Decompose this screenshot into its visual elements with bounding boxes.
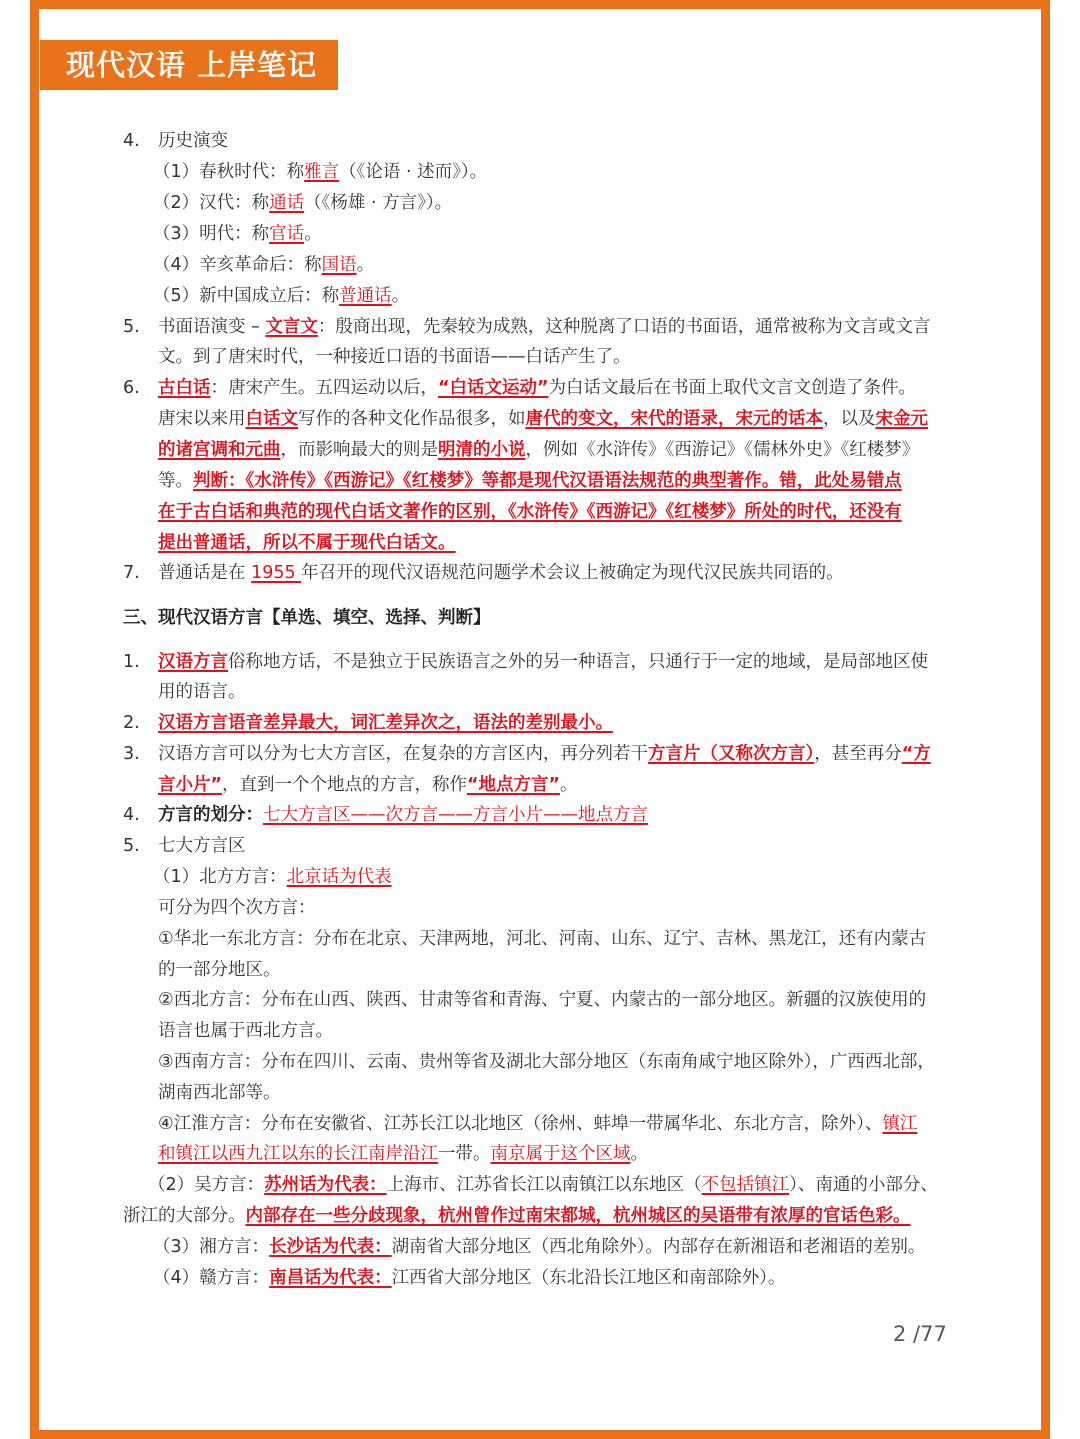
- list-item-text: 唐宋以来用白话文写作的各种文化作品很多，如唐代的变文，宋代的语录，宋元的话本，以及宋金元: [158, 409, 928, 429]
- sub-item-text: ③西南方言：分布在四川、云南、贵州等省及湖北大部分地区（东南角咸宁地区除外），广西西北部，: [158, 1052, 935, 1072]
- list-item-text: 汉语方言俗称地方话，不是独立于民族语言之外的另一种语言，只通行于一定的地域，是局部地区使: [158, 652, 928, 672]
- sub-item: （3）湘方言：长沙话为代表：湖南省大部分地区（西北角除外）。内部存在新湘语和老湘语的差别。: [153, 1237, 926, 1257]
- list-item: （1）春秋时代：称雅言（《论语 · 述而》）。: [153, 162, 488, 182]
- list-item: （5）新中国成立后：称普通话。: [153, 286, 410, 306]
- list-item-text: 七大方言区: [158, 836, 246, 856]
- list-item-text: 汉语方言可以分为七大方言区，在复杂的方言区内，再分列若干方言片（又称次方言），甚至再分“方: [158, 744, 931, 764]
- list-item-text: 用的语言。: [158, 682, 246, 702]
- list-item: （3）明代：称官话。: [153, 224, 322, 244]
- list-item-text: 提出普通话，所以不属于现代白话文。: [158, 533, 456, 553]
- sub-item-text: 和镇江以西九江以东的长江南岸沿江一带。南京属于这个区域。: [158, 1144, 648, 1164]
- page-number: 2 /77: [893, 1322, 947, 1346]
- section-heading: 三、现代汉语方言【单选、填空、选择、判断】: [123, 608, 491, 628]
- list-item-text: 等。判断：《水浒传》《西游记》《红楼梦》等都是现代汉语语法规范的典型著作。错，此处易错点: [158, 471, 902, 491]
- list-item-text: 古白话：唐宋产生。五四运动以后，“白话文运动”为白话文最后在书面上取代文言文创造了条件。: [158, 378, 917, 398]
- sub-item-text: 湖南西北部等。: [158, 1083, 281, 1103]
- sub-item: （1）北方方言：北京话为代表: [153, 867, 392, 887]
- list-item-text: 书面语演变 – 文言文：殷商出现，先秦较为成熟，这种脱离了口语的书面语，通常被称为文言或文言: [158, 317, 931, 337]
- header-title: 现代汉语 上岸笔记: [40, 40, 338, 90]
- sub-item-text: ②西北方言：分布在山西、陕西、甘肃等省和青海、宁夏、内蒙古的一部分地区。新疆的汉族使用的: [158, 990, 927, 1010]
- sub-item-text: 语言也属于西北方言。: [158, 1021, 333, 1041]
- list-item-text: 汉语方言语音差异最大，词汇差异次之，语法的差别最小。: [158, 713, 613, 733]
- sub-item: （2）吴方言：苏州话为代表：上海市、江苏省长江以南镇江以东地区（不包括镇江）、南通的小部分、: [148, 1175, 938, 1195]
- list-item-text: 历史演变: [158, 131, 228, 151]
- list-item-text: 的诸宫调和元曲，而影响最大的则是明清的小说，例如《水浒传》《西游记》《儒林外史》《红楼梦》: [158, 440, 920, 460]
- list-item-text: 普通话是在 1955 年召开的现代汉语规范问题学术会议上被确定为现代汉民族共同语的。: [158, 563, 844, 583]
- sub-item-text: ④江淮方言：分布在安徽省、江苏长江以北地区（徐州、蚌埠一带属华北、东北方言，除外）、镇江: [158, 1114, 918, 1134]
- sub-item-text: ①华北一东北方言：分布在北京、天津两地，河北、河南、山东、辽宁、吉林、黑龙江，还有内蒙古: [158, 929, 927, 949]
- notes-body: 4. 历史演变 （1）春秋时代：称雅言（《论语 · 述而》）。 （2）汉代：称通话（《杨雄 · 方言》）。 （3）明代：称官话。 （4）辛亥革命后：称国语。 （5）新中国成立后：称普通话。 5. 书面语演变 – 文言文：殷商出现，先秦较为成熟，这种脱离了口语的书面语，通常被称为文言或文言 文。到了唐宋时代，一种接近口语的书面语——白话产生了。 6. 古白话：唐宋产生。五四运动以后，“白话文运动”为白话文最后在书面上取代文言文创造了条件。 唐宋以来用白话文写作的各种文化作品很多，如唐代的变文，宋代的语录，宋元的话本，以及宋金元 的诸宫调和元曲，而影响最大的则是明清的小说，例如《水浒传》《西游记》《儒林外史》《红楼梦》 等。判断：《水浒传》《西游记》《红楼梦》等都是现代汉语语法规范的典型著作。错，此处易错点 在于古白话和典范的现代白话文著作的区别，《水浒传》《西游记》《红楼梦》所处的时代，还没有 提出普通话，所以不属于现代白话文。 7. 普通话是在 1955 年召开的现代汉语规范问题学术会议上被确定为现代汉民族共同语的。 三、现代汉语方言【单选、填空、选择、判断】 1. 汉语方言俗称地方话，不是独立于民族语言之外的另一种语言，只通行于一定的地域，是局部地区使 用的语言。 2. 汉语方言语音差异最大，词汇差异次之，语法的差别最小。 3. 汉语方言可以分为七大方言区，在复杂的方言区内，再分列若干方言片（又称次方言），甚至再分“方 言小片”，直到一个个地点的方言，称作“地点方言”。 4. 方言的划分：七大方言区——次方言——方言小片——地点方言 5. 七大方言区 （1）北方方言：北京话为代表 可分为四个次方言： ①华北一东北方言：分布在北京、天津两地，河北、河南、山东、辽宁、吉林、黑龙江，还有内蒙古 的一部分地区。 ②西北方言：分布在山西、陕西、甘肃等省和青海、宁夏、内蒙古的一部分地区。新疆的汉族使用的 语言也属于西北方言。 ③西南方言：分布在四川、云南、贵州等省及湖北大部分地区（东南角咸宁地区除外），广西西北部， 湖南西北部等。 ④江淮方言：分布在安徽省、江苏长江以北地区（徐州、蚌埠一带属华北、东北方言，除外）、镇江 和镇江以西九江以东的长江南岸沿江一带。南京属于这个区域。 （2）吴方言：苏州话为代表：上海市、江苏省长江以南镇江以东地区（不包括镇江）、南通的小部分、 浙江的大部分。内部存在一些分歧现象，杭州曾作过南宋都城，杭州城区的吴语带有浓厚的官话色彩。 （3）湘方言：长沙话为代表：湖南省大部分地区（西北角除外）。内部存在新湘语和老湘语的差别。 （4）赣方言：南昌话为代表：江西省大部分地区（东北沿长江地区和南部除外）。: [0, 0, 1080, 1439]
- sub-item-text: 浙江的大部分。内部存在一些分歧现象，杭州曾作过南宋都城，杭州城区的吴语带有浓厚的官话色彩。: [123, 1206, 911, 1226]
- list-item-text: 方言的划分：七大方言区——次方言——方言小片——地点方言: [158, 805, 648, 825]
- list-item-text: 文。到了唐宋时代，一种接近口语的书面语——白话产生了。: [158, 347, 631, 367]
- list-item-text: 在于古白话和典范的现代白话文著作的区别，《水浒传》《西游记》《红楼梦》所处的时代，还没有: [158, 502, 902, 522]
- list-item: （4）辛亥革命后：称国语。: [153, 255, 375, 275]
- sub-item: （4）赣方言：南昌话为代表：江西省大部分地区（东北沿长江地区和南部除外）。: [153, 1268, 786, 1288]
- list-item: （2）汉代：称通话（《杨雄 · 方言》）。: [153, 193, 453, 213]
- list-item-text: 言小片”，直到一个个地点的方言，称作“地点方言”。: [158, 775, 578, 795]
- sub-item-text: 的一部分地区。: [158, 960, 281, 980]
- sub-item-text: 可分为四个次方言：: [158, 898, 316, 918]
